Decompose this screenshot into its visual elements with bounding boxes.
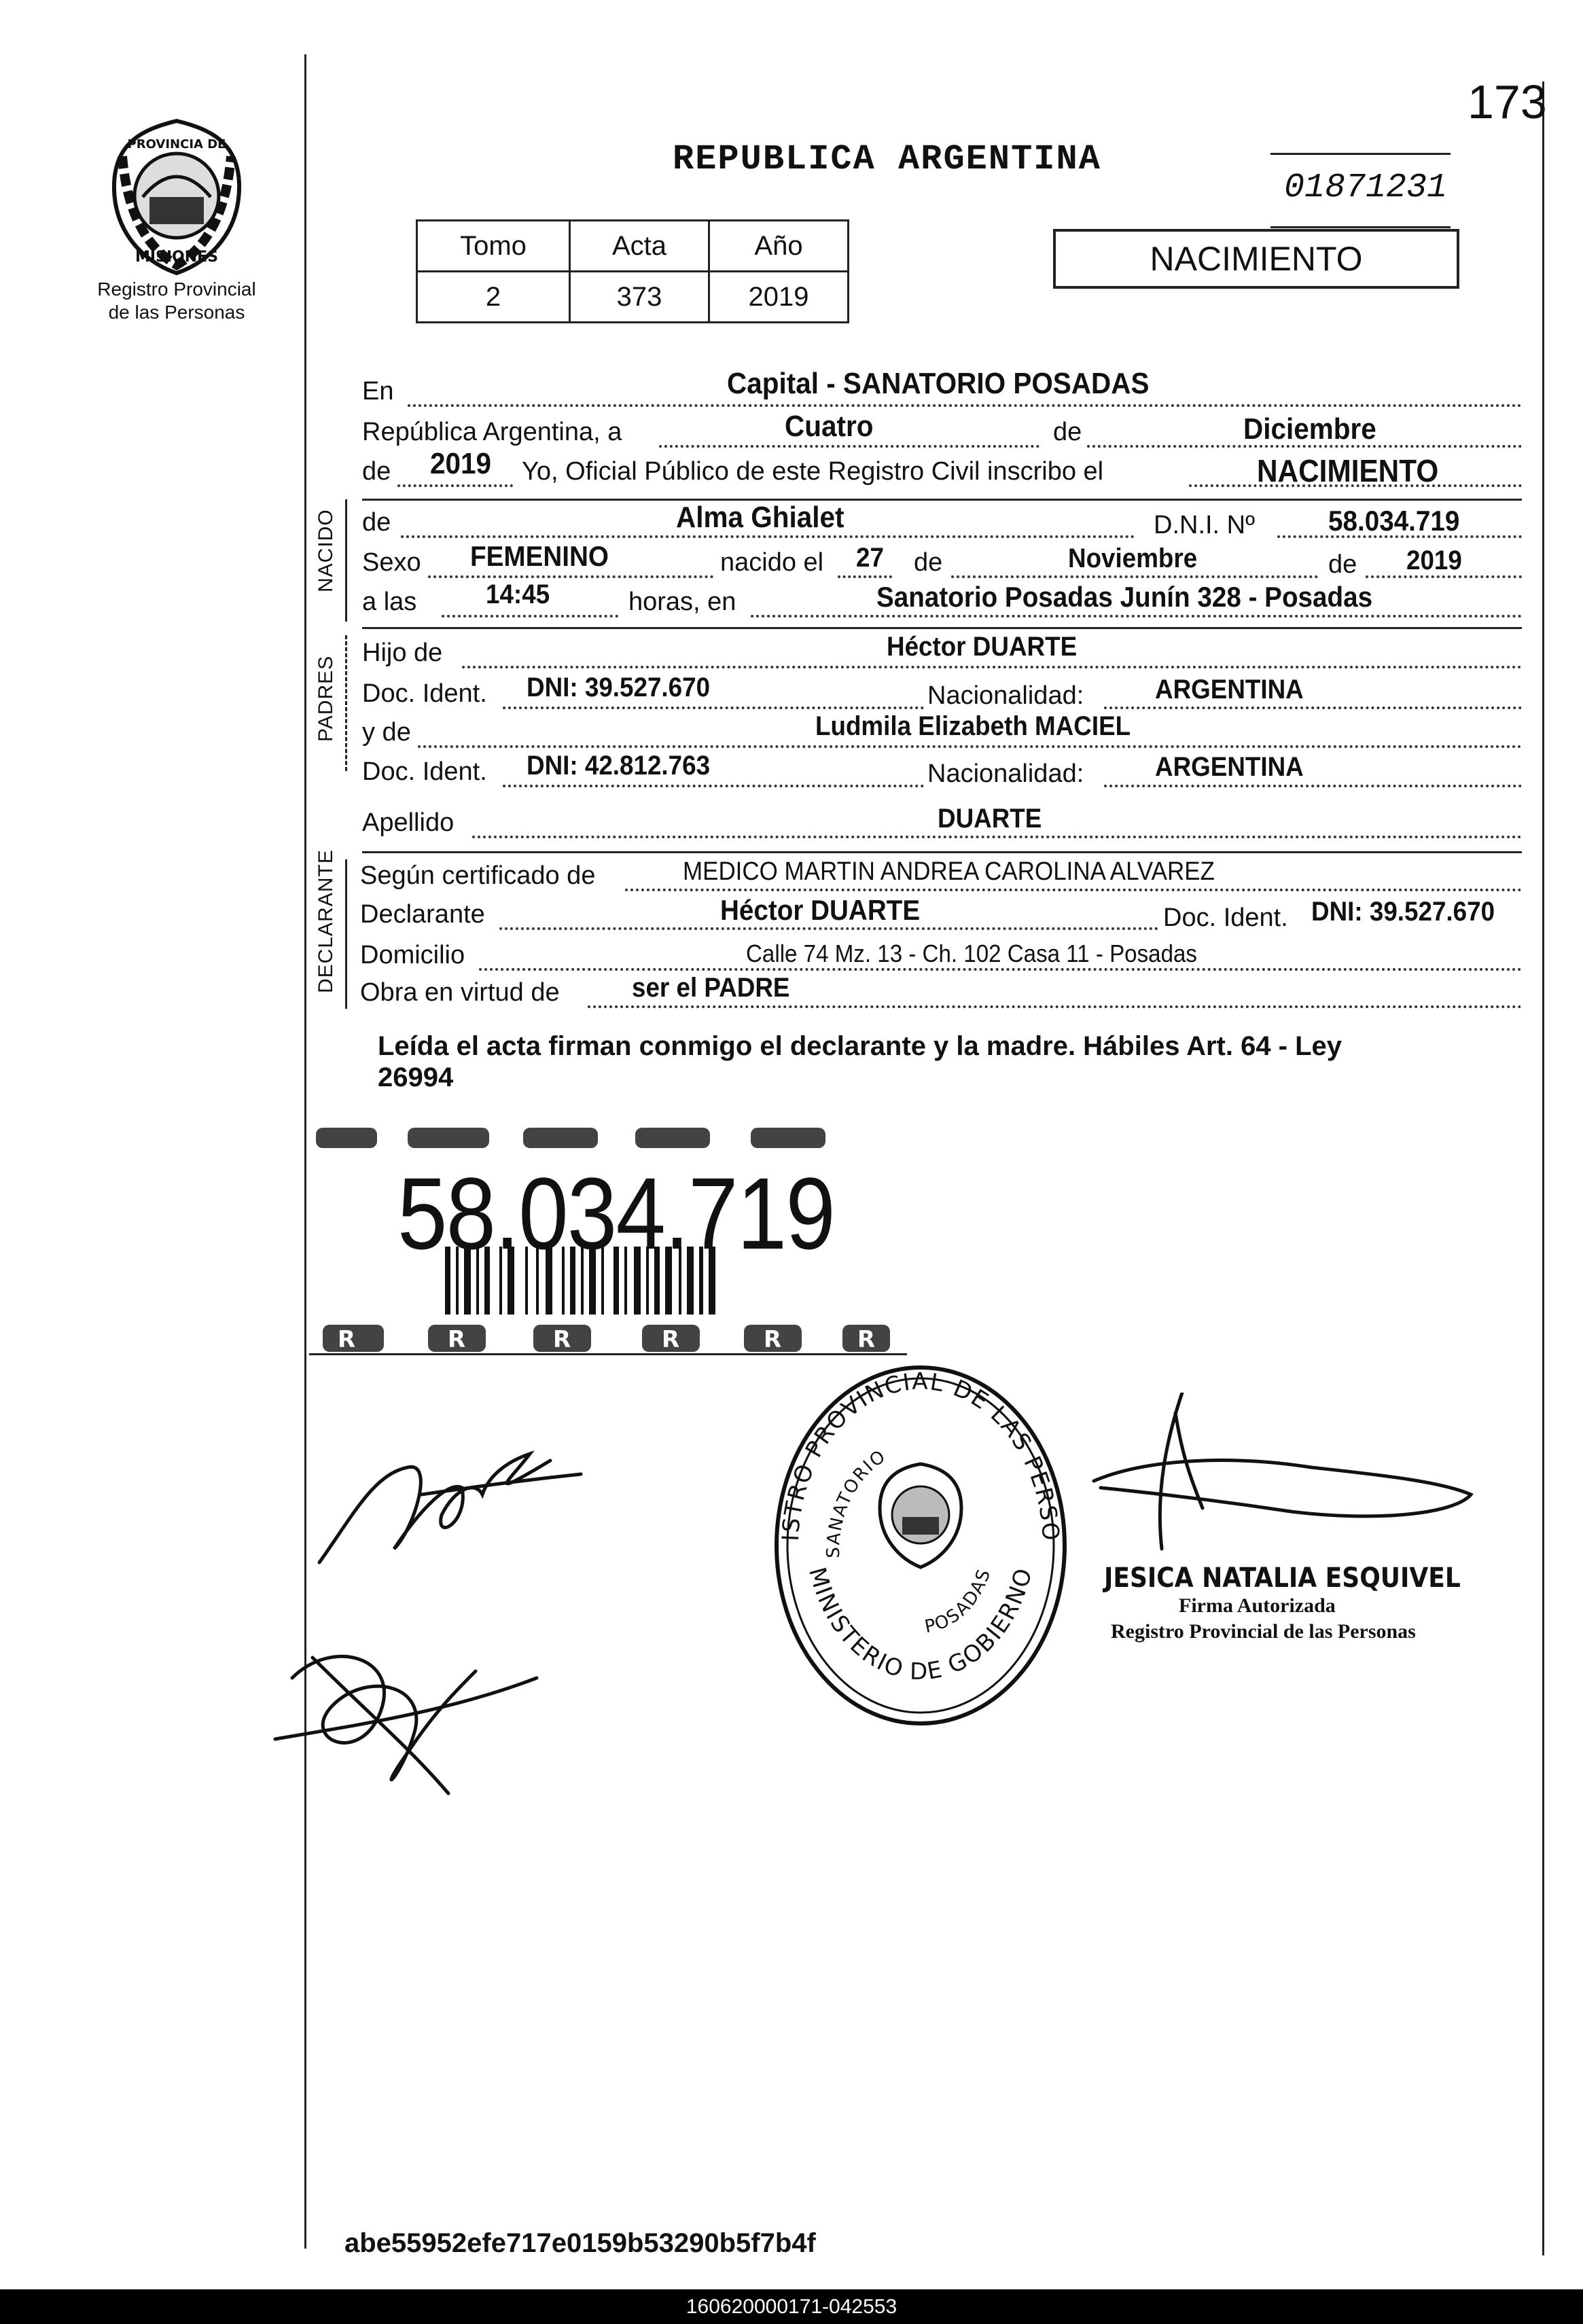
label-nacionalidad-madre: Nacionalidad: (927, 759, 1084, 788)
footer-hash: abe55952efe717e0159b53290b5f7b4f (344, 2228, 816, 2258)
svg-text:R: R (447, 1326, 466, 1353)
side-label-declarante: DECLARANTE (315, 849, 337, 993)
value-dia: Cuatro (785, 410, 874, 443)
value-nombre: Alma Ghialet (676, 501, 844, 534)
label-nacido-el: nacido el (720, 548, 824, 577)
logo-caption-2: de las Personas (108, 302, 245, 323)
label-doc-ident-padre: Doc. Ident. (362, 679, 487, 708)
value-domicilio: Calle 74 Mz. 13 - Ch. 102 Casa 11 - Posadas (746, 940, 1197, 967)
label-doc-ident-declarante: Doc. Ident. (1163, 904, 1288, 932)
official-office: Registro Provincial de las Personas (1111, 1620, 1416, 1643)
svg-text:MINISTERIO DE GOBIERNO: MINISTERIO DE GOBIERNO (803, 1564, 1038, 1686)
label-de-anio: de (1328, 550, 1357, 579)
label-domicilio: Domicilio (360, 941, 465, 969)
value-madre: Ludmila Elizabeth MACIEL (815, 711, 1131, 741)
svg-text:SANATORIO: SANATORIO (823, 1446, 891, 1558)
label-de-nacido: de (362, 508, 391, 537)
label-en: En (362, 377, 394, 406)
official-title: Firma Autorizada (1179, 1594, 1336, 1617)
right-margin-line (1542, 82, 1544, 2255)
value-anio: 2019 (430, 447, 492, 480)
label-de-2: de (362, 457, 391, 486)
label-nacionalidad-padre: Nacionalidad: (927, 681, 1084, 710)
footer-bar (0, 2289, 1583, 2324)
label-horas-en: horas, en (628, 588, 736, 616)
label-y-de: y de (362, 718, 411, 747)
anio-value: 2019 (709, 272, 849, 323)
label-doc-ident-madre: Doc. Ident. (362, 757, 487, 786)
svg-text:R: R (857, 1326, 876, 1353)
barcode-number: 58.034.719 (397, 1156, 835, 1270)
label-obra: Obra en virtud de (360, 978, 560, 1007)
value-nac-anio: 2019 (1406, 546, 1462, 575)
label-segun: Según certificado de (360, 861, 596, 890)
value-nac-mes: Noviembre (1068, 543, 1198, 573)
svg-text:R: R (552, 1326, 571, 1353)
closing-line-2: 26994 (378, 1062, 454, 1092)
value-padre-nac: ARGENTINA (1155, 675, 1304, 704)
logo-caption-1: Registro Provincial (97, 279, 256, 300)
value-acto: NACIMIENTO (1257, 453, 1439, 488)
acta-header: Acta (570, 221, 709, 272)
value-obra: ser el PADRE (632, 973, 790, 1003)
label-hijo-de: Hijo de (362, 639, 443, 667)
value-apellido: DUARTE (938, 804, 1042, 834)
label-republica: República Argentina, a (362, 418, 622, 446)
page-number: 173 (1468, 75, 1547, 128)
tomo-header: Tomo (417, 221, 570, 272)
label-dni: D.N.I. Nº (1154, 511, 1255, 539)
signature-official (1087, 1393, 1481, 1556)
doc-type-box (1053, 229, 1459, 289)
svg-text:POSADAS: POSADAS (923, 1565, 995, 1638)
doc-type-label: NACIMIENTO (1150, 240, 1363, 278)
value-declarante: Héctor DUARTE (720, 894, 921, 926)
label-declarante: Declarante (360, 900, 485, 929)
serial-box (1270, 153, 1451, 228)
value-padre-doc: DNI: 39.527.670 (527, 673, 711, 702)
label-apellido: Apellido (362, 808, 455, 837)
official-seal (768, 1362, 1073, 1729)
svg-text:REGISTRO PROVINCIAL DE LAS PER: ISTRO PROVINCIAL DE LAS PERSO (777, 1367, 1065, 1543)
signature-madre (272, 1630, 557, 1807)
label-a-las: a las (362, 588, 417, 616)
value-dni: 58.034.719 (1328, 505, 1460, 537)
declarante-bracket (345, 859, 347, 1009)
label-de-mes: de (914, 548, 943, 577)
acta-value: 373 (570, 272, 709, 323)
side-label-nacido: NACIDO (315, 509, 337, 592)
left-margin-line (304, 54, 306, 2249)
value-mes: Diciembre (1243, 412, 1376, 446)
anio-header: Año (709, 221, 849, 272)
value-padre: Héctor DUARTE (887, 632, 1078, 662)
svg-text:R: R (763, 1326, 782, 1353)
svg-text:PROVINCIA DE: PROVINCIA DE (127, 137, 226, 151)
label-yo-oficial: Yo, Oficial Público de este Registro Civil inscribo el (522, 457, 1104, 486)
closing-line-1: Leída el acta firman conmigo el declarante y la madre. Hábiles Art. 64 - Ley (378, 1031, 1342, 1061)
signature-declarante (313, 1413, 584, 1576)
svg-text:MISIONES: MISIONES (135, 249, 219, 266)
value-nac-dia: 27 (856, 543, 884, 573)
serial-number: 01871231 (1284, 168, 1448, 207)
value-certificado: MEDICO MARTIN ANDREA CAROLINA ALVAREZ (683, 857, 1215, 886)
svg-text:R: R (337, 1326, 356, 1353)
tomo-value: 2 (417, 272, 570, 323)
value-lugar: Capital - SANATORIO POSADAS (727, 367, 1150, 400)
value-madre-nac: ARGENTINA (1155, 752, 1304, 782)
nacido-bracket (345, 499, 347, 622)
official-name: JESICA NATALIA ESQUIVEL (1104, 1562, 1461, 1594)
label-de-1: de (1053, 418, 1082, 446)
value-lugar-nac: Sanatorio Posadas Junín 328 - Posadas (876, 581, 1373, 613)
value-declarante-doc: DNI: 39.527.670 (1311, 897, 1495, 927)
country-title: REPUBLICA ARGENTINA (673, 139, 1101, 179)
side-label-padres: PADRES (315, 655, 337, 742)
record-table (416, 219, 849, 323)
value-madre-doc: DNI: 42.812.763 (527, 751, 711, 781)
value-hora: 14:45 (486, 579, 550, 609)
padres-bracket (345, 635, 349, 771)
footer-code: 160620000171-042553 (686, 2295, 897, 2318)
svg-text:R: R (661, 1326, 680, 1353)
province-logo (102, 115, 251, 279)
barcode-sticker (309, 1114, 907, 1365)
value-sexo: FEMENINO (470, 540, 609, 572)
label-sexo: Sexo (362, 548, 421, 577)
